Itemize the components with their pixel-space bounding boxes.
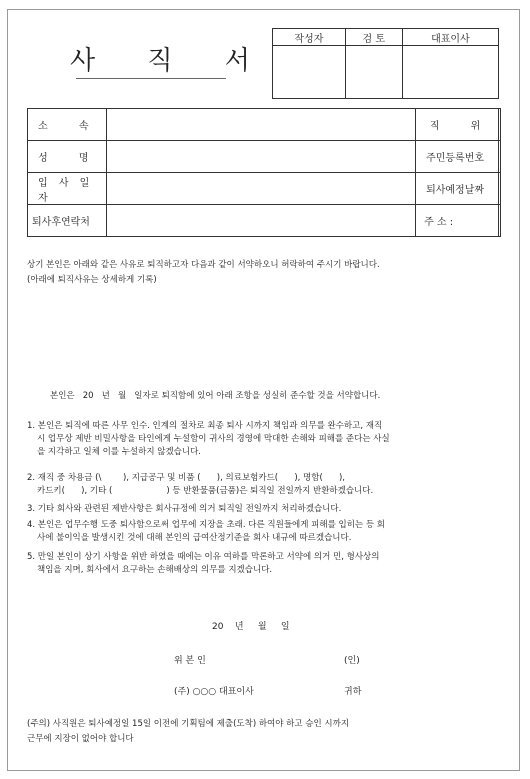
notice-line-2: 근무에 지장이 없어야 합니다	[27, 734, 134, 744]
item-1-line-3: 을 지각하고 일체 이를 누설하지 않겠습니다.	[37, 447, 202, 457]
position-field[interactable]	[499, 109, 501, 141]
pledge-item-2	[27, 472, 505, 498]
leave-date-field[interactable]	[499, 173, 501, 205]
affiliation-label: 소 속	[28, 109, 107, 141]
seal-mark[interactable]: (인)	[344, 656, 360, 666]
join-date-label: 입 사 일 자	[28, 173, 107, 205]
item-5-line-1: 5. 만일 본인이 상기 사항을 위반 하였을 때에는 이유 여하를 막론하고 서약에 의거 민, 형사상의	[27, 552, 380, 562]
name-label: 성 명	[28, 141, 107, 173]
approval-header-review: 검 토	[345, 29, 402, 46]
approval-sign-writer[interactable]	[273, 46, 346, 99]
name-field[interactable]	[107, 141, 416, 173]
item-4-line-2: 사에 불이익을 발생시킨 것에 대해 본인의 급여산정기준을 회사 내규에 따르겠습니다.	[37, 533, 352, 543]
leave-date-label: 퇴사예정날짜	[416, 173, 499, 205]
pledge-item-3	[27, 503, 505, 516]
approval-header-ceo: 대표이사	[402, 29, 498, 46]
pledge-item-4	[27, 519, 505, 545]
intro-line-2: (아래에 퇴직사유는 상세하게 기록)	[27, 275, 157, 285]
notice-line-1: (주의) 사직원은 퇴사예정일 15일 이전에 기획팀에 제출(도착) 하여야 하고 승인 시까지	[27, 719, 350, 729]
approval-sign-review[interactable]	[345, 46, 402, 99]
item-5-line-2: 책임을 지며, 회사에서 요구하는 손해배상의 의무를 지겠습니다.	[37, 565, 273, 575]
item-3-line-1: 3. 기타 회사와 관련된 제반사항은 회사규정에 의거 퇴직일 전일까지 처리하겠습니다.	[27, 504, 342, 514]
pledge-item-5	[27, 551, 505, 577]
item-2-line-2: 카드키( ), 기타 ( ) 등 반환물품(금품)은 퇴직일 전일까지 반환하겠습니다.	[37, 486, 374, 496]
approval-table	[272, 28, 499, 99]
date-line: 20 년 월 일	[212, 622, 290, 632]
info-table	[27, 108, 501, 237]
company-recipient: (주) ○○○ 대표이사	[174, 687, 254, 697]
honorific: 귀하	[344, 687, 362, 697]
position-label: 직 위	[416, 109, 499, 141]
address-field[interactable]	[499, 205, 501, 237]
intro-line-1: 상기 본인은 아래와 같은 사유로 퇴직하고자 다음과 같이 서약하오니 허락하여 주시기 바랍니다.	[27, 260, 380, 270]
contact-field[interactable]	[107, 205, 416, 237]
approval-header-writer: 작성자	[273, 29, 346, 46]
approval-sign-ceo[interactable]	[402, 46, 498, 99]
signer-label: 위 본 인	[174, 656, 206, 666]
item-1-line-1: 1. 본인은 퇴직에 따른 사무 인수. 인계의 절차로 최종 퇴사 시까지 책임과 의무를 완수하고, 재직	[27, 421, 383, 431]
item-4-line-1: 4. 본인은 업무수행 도중 퇴사함으로써 업무에 지장을 초래. 다른 직원들에게 피해를 입히는 등 회	[27, 520, 385, 530]
join-date-field[interactable]	[107, 173, 416, 205]
resident-no-field[interactable]	[499, 141, 501, 173]
resident-no-label: 주민등록번호	[416, 141, 499, 173]
title-underline	[76, 78, 226, 79]
document-title: 사 직 서	[70, 46, 272, 76]
pledge-text: 본인은 20 년 월 일자로 퇴직함에 있어 아래 조항을 성실히 준수할 것을 서약합니다.	[50, 391, 381, 401]
affiliation-field[interactable]	[107, 109, 416, 141]
contact-label: 퇴사후연락처	[28, 205, 107, 237]
pledge-item-1	[27, 420, 505, 459]
address-label: 주 소 :	[416, 205, 499, 237]
item-1-line-2: 시 업무상 제반 비밀사항을 타인에게 누설함이 귀사의 경영에 막대한 손해와 피해를 준다는 사실	[37, 434, 390, 444]
item-2-line-1: 2. 재직 중 차용금 (\ ), 지급공구 및 비품 ( ), 의료보험카드( ), 명함( ),	[27, 473, 346, 483]
